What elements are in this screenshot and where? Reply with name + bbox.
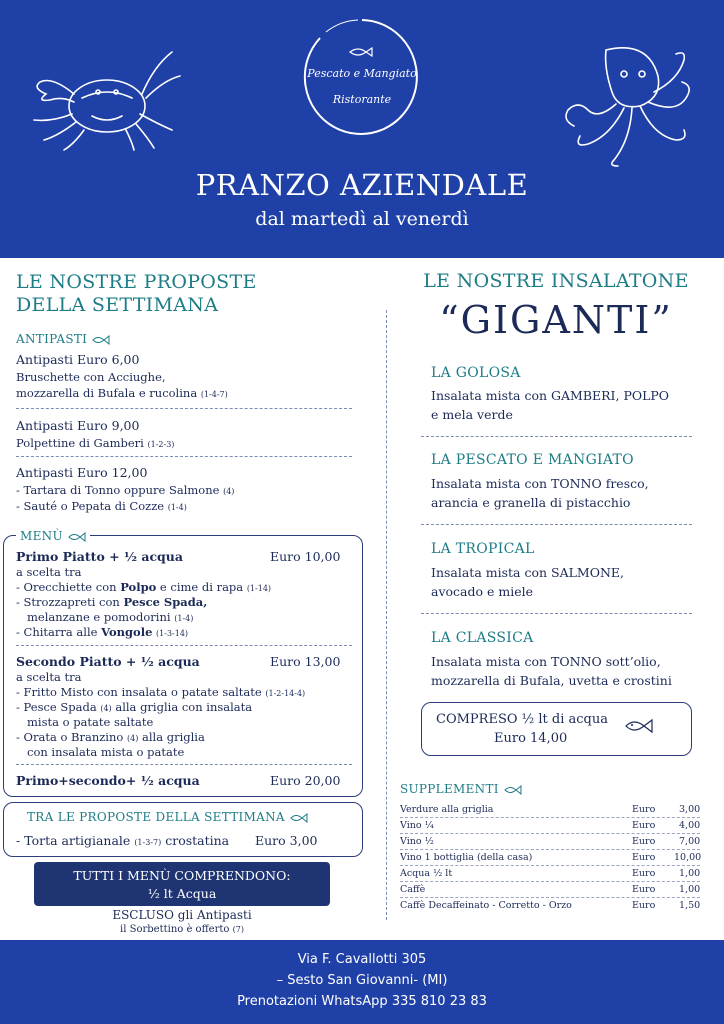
supp-cur: Euro xyxy=(632,884,656,895)
separator xyxy=(16,764,352,765)
band-line4 xyxy=(34,924,330,935)
primo-item-1-bold: Polpo xyxy=(120,580,157,594)
separator xyxy=(16,456,352,457)
insalata-1-line2: e mela verde xyxy=(431,407,513,422)
supplementi-label: SUPPLEMENTI xyxy=(400,782,499,796)
giganti-title: “GIGANTI” xyxy=(439,298,673,342)
allergen-code: (4) xyxy=(100,704,112,713)
primo-item-3 xyxy=(16,625,188,639)
antipasti-1-line2 xyxy=(16,386,228,400)
compreso-line1: COMPRESO ½ lt di acqua xyxy=(436,712,608,727)
separator xyxy=(400,817,700,818)
allergen-code: (1-2-3) xyxy=(147,440,175,449)
allergen-code: (1-3-7) xyxy=(134,838,162,847)
insalata-4-line1: Insalata mista con TONNO sott’olio, xyxy=(431,654,661,669)
fish-icon xyxy=(68,532,86,542)
logo-name: Pescato e Mangiato xyxy=(307,67,417,80)
allergen-code: (1-4) xyxy=(174,614,194,623)
antipasti-1-line1: Bruschette con Acciughe, xyxy=(16,370,166,384)
antipasti-1-title: Antipasti Euro 6,00 xyxy=(16,352,140,367)
column-divider xyxy=(386,310,387,920)
primo-item-2 xyxy=(16,595,207,609)
primo-price: Euro 10,00 xyxy=(270,549,341,564)
insalata-2-line1: Insalata mista con TONNO fresco, xyxy=(431,476,649,491)
supp-price: 1,50 xyxy=(679,900,701,911)
antipasti-label: ANTIPASTI xyxy=(16,332,88,346)
separator xyxy=(400,897,700,898)
footer xyxy=(0,940,724,1024)
supp-price: 4,00 xyxy=(679,820,701,831)
secondo-item-2-rest: alla griglia con insalata xyxy=(115,700,253,714)
allergen-code: (1-2-14-4) xyxy=(265,689,306,698)
insalatone-title: LE NOSTRE INSALATONE xyxy=(423,270,689,292)
antipasti-3-line1 xyxy=(16,483,234,497)
separator xyxy=(400,849,700,850)
allergen-code: (4) xyxy=(223,487,235,496)
supp-cur: Euro xyxy=(632,820,656,831)
supp-name: Verdure alla griglia xyxy=(400,804,494,815)
proposte-title-line2: DELLA SETTIMANA xyxy=(16,294,219,316)
separator xyxy=(400,833,700,834)
insalata-2-line2: arancia e granella di pistacchio xyxy=(431,495,631,510)
antipasti-1-desc: mozzarella di Bufala e rucolina xyxy=(16,386,198,400)
supp-price: 1,00 xyxy=(679,868,701,879)
secondo-item-2-line2: mista o patate saltate xyxy=(27,715,154,729)
torta-text: - Torta artigianale xyxy=(16,833,131,848)
insalata-4-title: LA CLASSICA xyxy=(431,630,534,646)
separator xyxy=(421,524,692,525)
fish-icon xyxy=(92,335,110,345)
secondo-scelta: a scelta tra xyxy=(16,670,82,684)
supp-name: Acqua ½ lt xyxy=(400,868,453,879)
separator xyxy=(421,436,692,437)
combo-title: Primo+secondo+ ½ acqua xyxy=(16,773,200,788)
antipasti-2-line1 xyxy=(16,436,174,450)
primo-title: Primo Piatto + ½ acqua xyxy=(16,549,183,564)
sorbetto-text: il Sorbettino è offerto xyxy=(120,924,230,935)
primo-item-2-desc: melanzane e pomodorini xyxy=(27,610,171,624)
logo-subname: Ristorante xyxy=(332,93,392,106)
crab-icon xyxy=(22,36,182,154)
footer-city: – Sesto San Giovanni- (MI) xyxy=(276,973,448,988)
torta-price: Euro 3,00 xyxy=(255,833,318,848)
primo-item-1-rest: e cime di rapa xyxy=(156,580,244,594)
menu-heading xyxy=(16,529,90,543)
separator xyxy=(400,865,700,866)
supp-cur: Euro xyxy=(632,900,656,911)
supp-name: Vino ¼ xyxy=(400,820,434,831)
menu-label: MENÙ xyxy=(20,529,63,543)
supp-cur: Euro xyxy=(632,836,656,847)
allergen-code: (1-3-14) xyxy=(156,629,189,638)
footer-whatsapp[interactable]: Prenotazioni WhatsApp 335 810 23 83 xyxy=(237,994,487,1009)
secondo-item-3-line2: con insalata mista o patate xyxy=(27,745,185,759)
octopus-icon xyxy=(558,40,698,170)
fish-icon xyxy=(290,813,308,823)
compreso-line2: Euro 14,00 xyxy=(494,731,568,746)
antipasti-2-title: Antipasti Euro 9,00 xyxy=(16,418,140,433)
torta-item xyxy=(16,833,229,848)
primo-item-2-text: - Strozzapreti con xyxy=(16,595,124,609)
separator xyxy=(421,613,692,614)
supp-price: 3,00 xyxy=(679,804,701,815)
allergen-code: (4) xyxy=(126,734,139,743)
primo-item-1 xyxy=(16,580,271,594)
primo-item-2-line2 xyxy=(27,610,193,624)
secondo-item-1 xyxy=(16,685,305,699)
secondo-title: Secondo Piatto + ½ acqua xyxy=(16,654,200,669)
antipasti-2-desc: Polpettine di Gamberi xyxy=(16,436,144,450)
secondo-item-2 xyxy=(16,700,252,714)
footer-address: Via F. Cavallotti 305 xyxy=(297,952,427,967)
primo-item-3-bold: Vongole xyxy=(101,625,153,639)
supp-price: 10,00 xyxy=(674,852,702,863)
secondo-item-3-text: - Orata o Branzino xyxy=(16,730,124,744)
allergen-code: (1-14) xyxy=(246,584,272,593)
insalata-2-title: LA PESCATO E MANGIATO xyxy=(431,452,634,468)
insalata-1-line1: Insalata mista con GAMBERI, POLPO xyxy=(431,388,670,403)
header-banner xyxy=(0,0,724,258)
antipasti-3-desc2: - Sauté o Pepata di Cozze xyxy=(16,499,165,513)
band-line3: ESCLUSO gli Antipasti xyxy=(112,908,252,922)
supp-name: Caffè Decaffeinato - Corretto - Orzo xyxy=(400,900,572,911)
insalata-4-line2: mozzarella di Bufala, uvetta e crostini xyxy=(431,673,672,688)
primo-item-1-text: - Orecchiette con xyxy=(16,580,121,594)
insalata-3-line1: Insalata mista con SALMONE, xyxy=(431,565,624,580)
page-title: PRANZO AZIENDALE xyxy=(195,168,529,202)
allergen-code: (1-4-7) xyxy=(200,390,228,399)
supp-cur: Euro xyxy=(632,804,656,815)
supp-name: Vino 1 bottiglia (della casa) xyxy=(400,852,533,863)
secondo-item-2-text: - Pesce Spada xyxy=(16,700,97,714)
separator xyxy=(400,881,700,882)
supp-price: 7,00 xyxy=(679,836,701,847)
combo-price: Euro 20,00 xyxy=(270,773,341,788)
torta-rest: crostatina xyxy=(165,833,230,848)
allergen-code: (1-4) xyxy=(167,503,187,512)
secondo-item-3-rest: alla griglia xyxy=(141,730,205,744)
insalata-3-title: LA TROPICAL xyxy=(431,541,535,557)
proposte-label: TRA LE PROPOSTE DELLA SETTIMANA xyxy=(27,810,285,824)
band-line1: TUTTI I MENÙ COMPRENDONO: xyxy=(73,868,291,883)
primo-item-3-text: - Chitarra alle xyxy=(16,625,102,639)
page-subtitle: dal martedì al venerdì xyxy=(255,208,469,230)
insalata-1-title: LA GOLOSA xyxy=(431,365,521,381)
allergen-code: (7) xyxy=(232,925,244,934)
primo-scelta: a scelta tra xyxy=(16,565,82,579)
supp-cur: Euro xyxy=(632,852,656,863)
secondo-price: Euro 13,00 xyxy=(270,654,341,669)
supp-price: 1,00 xyxy=(679,884,701,895)
band-line2: ½ lt Acqua xyxy=(147,886,217,901)
supp-name: Caffè xyxy=(400,884,426,895)
antipasti-3-desc1: - Tartara di Tonno oppure Salmone xyxy=(16,483,220,497)
supplementi-heading xyxy=(400,782,522,796)
proposte-heading xyxy=(27,810,308,824)
proposte-title-line1: LE NOSTRE PROPOSTE xyxy=(16,271,257,293)
separator xyxy=(16,408,352,409)
separator xyxy=(16,645,352,646)
primo-item-2-bold: Pesce Spada, xyxy=(123,595,208,609)
fish-icon xyxy=(504,785,522,795)
antipasti-3-title: Antipasti Euro 12,00 xyxy=(16,465,148,480)
supp-cur: Euro xyxy=(632,868,656,879)
secondo-item-3 xyxy=(16,730,205,744)
insalata-3-line2: avocado e miele xyxy=(431,584,534,599)
antipasti-3-line2 xyxy=(16,499,187,513)
secondo-item-1-text: - Fritto Misto con insalata o patate saltate xyxy=(16,685,262,699)
supp-name: Vino ½ xyxy=(400,836,434,847)
fish-icon xyxy=(624,718,654,734)
antipasti-heading xyxy=(16,332,110,346)
